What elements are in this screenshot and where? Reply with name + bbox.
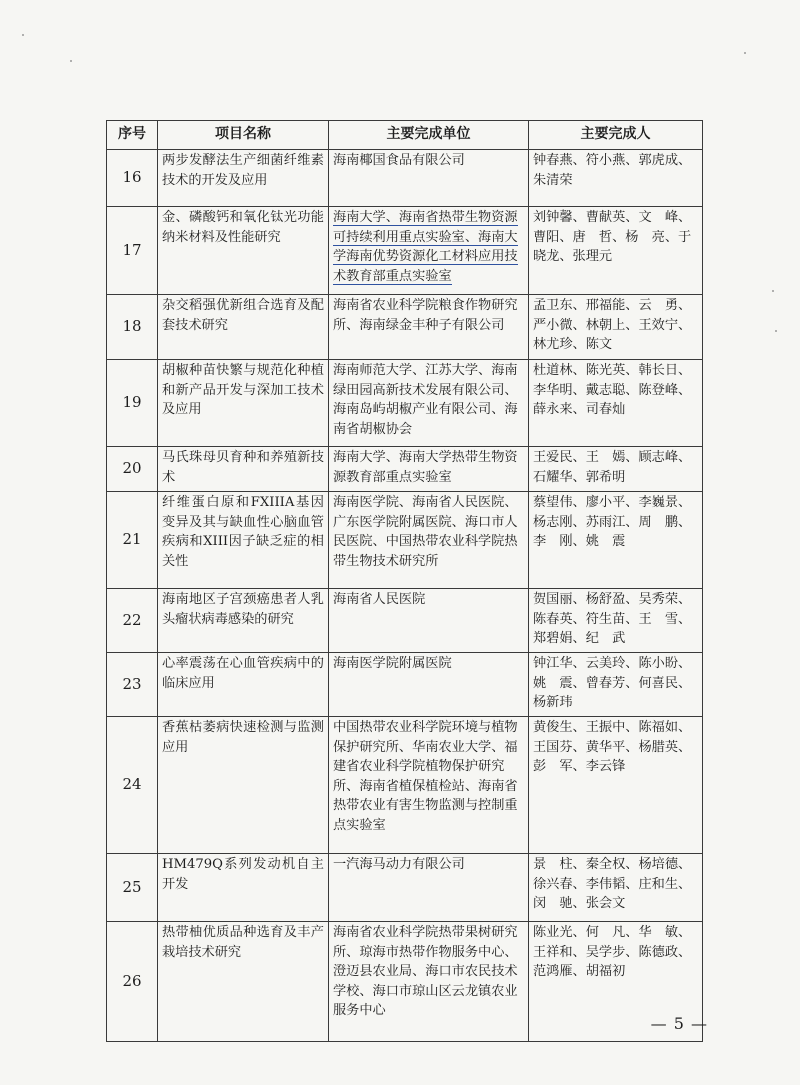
scan-speck	[772, 290, 774, 292]
row-number: 17	[107, 207, 158, 295]
completion-people: 王爱民、王 嫣、顾志峰、石耀华、郭希明	[529, 447, 703, 492]
header-main-people: 主要完成人	[529, 121, 703, 150]
project-name: 杂交稻强优新组合选育及配套技术研究	[158, 295, 329, 360]
completion-units: 海南师范大学、江苏大学、海南绿田园高新技术发展有限公司、海南岛屿胡椒产业有限公司、海南省胡椒协会	[329, 360, 529, 447]
completion-people: 景 柱、秦全权、杨培德、徐兴春、李伟韬、庄和生、闵 驰、张会文	[529, 854, 703, 922]
scan-speck	[775, 330, 777, 332]
completion-units: 一汽海马动力有限公司	[329, 854, 529, 922]
table-row	[107, 295, 703, 360]
table-row	[107, 589, 703, 653]
table-row	[107, 717, 703, 854]
page-number: — 5 —	[650, 1014, 708, 1033]
project-name: 金、磷酸钙和氧化钛光功能纳米材料及性能研究	[158, 207, 329, 295]
row-number: 19	[107, 360, 158, 447]
completion-units	[329, 207, 529, 295]
header-project-name: 项目名称	[158, 121, 329, 150]
project-name: 马氏珠母贝育种和养殖新技术	[158, 447, 329, 492]
table-row	[107, 360, 703, 447]
completion-units: 海南省农业科学院粮食作物研究所、海南绿金丰种子有限公司	[329, 295, 529, 360]
table-row	[107, 922, 703, 1042]
project-name: 纤维蛋白原和FXIIIA基因变异及其与缺血性心脑血管疾病和XIII因子缺乏症的相关性	[158, 492, 329, 589]
completion-units: 中国热带农业科学院环境与植物保护研究所、华南农业大学、福建省农业科学院植物保护研究所、海南省植保植检站、海南省热带农业有害生物监测与控制重点实验室	[329, 717, 529, 854]
table-row	[107, 653, 703, 717]
row-number: 16	[107, 150, 158, 207]
project-name: 心率震荡在心血管疾病中的临床应用	[158, 653, 329, 717]
project-name: 胡椒种苗快繁与规范化种植和新产品开发与深加工技术及应用	[158, 360, 329, 447]
completion-people: 钟春燕、符小燕、郭虎成、朱清荣	[529, 150, 703, 207]
project-name: 热带柚优质品种选育及丰产栽培技术研究	[158, 922, 329, 1042]
row-number: 21	[107, 492, 158, 589]
row-number: 20	[107, 447, 158, 492]
completion-units: 海南椰国食品有限公司	[329, 150, 529, 207]
completion-people: 蔡望伟、廖小平、李巍景、杨志刚、苏雨江、周 鹏、李 刚、姚 震	[529, 492, 703, 589]
project-name: 海南地区子宫颈癌患者人乳头瘤状病毒感染的研究	[158, 589, 329, 653]
header-serial-number: 序号	[107, 121, 158, 150]
completion-units: 海南省人民医院	[329, 589, 529, 653]
completion-units: 海南省农业科学院热带果树研究所、琼海市热带作物服务中心、澄迈县农业局、海口市农民技术学校、海口市琼山区云龙镇农业服务中心	[329, 922, 529, 1042]
row-number: 22	[107, 589, 158, 653]
completion-people: 孟卫东、邢福能、云 勇、严小微、林朝上、王效宁、林尤珍、陈文	[529, 295, 703, 360]
completion-people: 杜道林、陈光英、韩长日、李华明、戴志聪、陈登峰、薛永来、司春灿	[529, 360, 703, 447]
completion-people: 陈业光、何 凡、华 敏、王祥和、吴学步、陈德政、范鸿雁、胡福初	[529, 922, 703, 1042]
header-main-units: 主要完成单位	[329, 121, 529, 150]
row-number: 23	[107, 653, 158, 717]
completion-people: 钟江华、云美玲、陈小盼、姚 震、曾春芳、何喜民、杨新玮	[529, 653, 703, 717]
row-number: 25	[107, 854, 158, 922]
project-name: 两步发酵法生产细菌纤维素技术的开发及应用	[158, 150, 329, 207]
completion-people: 刘钟馨、曹献英、文 峰、曹阳、唐 哲、杨 亮、于晓龙、张理元	[529, 207, 703, 295]
table-row	[107, 447, 703, 492]
table-row	[107, 150, 703, 207]
row-number: 18	[107, 295, 158, 360]
completion-units: 海南医学院、海南省人民医院、广东医学院附属医院、海口市人民医院、中国热带农业科学院热带生物技术研究所	[329, 492, 529, 589]
table-row	[107, 492, 703, 589]
awards-table	[106, 120, 703, 1042]
scan-speck	[744, 52, 746, 54]
project-name: 香蕉枯萎病快速检测与监测应用	[158, 717, 329, 854]
completion-people: 黄俊生、王振中、陈福如、王国芬、黄华平、杨腊英、彭 军、李云锋	[529, 717, 703, 854]
scan-speck	[70, 60, 72, 62]
row-number: 24	[107, 717, 158, 854]
table-row	[107, 854, 703, 922]
table-header-row	[107, 121, 703, 150]
completion-units: 海南医学院附属医院	[329, 653, 529, 717]
underlined-units: 海南大学、海南省热带生物资源可持续利用重点实验室、海南大学海南优势资源化工材料应用技术教育部重点实验室	[333, 210, 518, 284]
scan-speck	[22, 34, 24, 36]
project-name: HM479Q系列发动机自主开发	[158, 854, 329, 922]
table-row	[107, 207, 703, 295]
completion-people: 贺国丽、杨舒盈、吴秀荣、陈春英、符生苗、王 雪、郑碧娟、纪 武	[529, 589, 703, 653]
completion-units: 海南大学、海南大学热带生物资源教育部重点实验室	[329, 447, 529, 492]
row-number: 26	[107, 922, 158, 1042]
